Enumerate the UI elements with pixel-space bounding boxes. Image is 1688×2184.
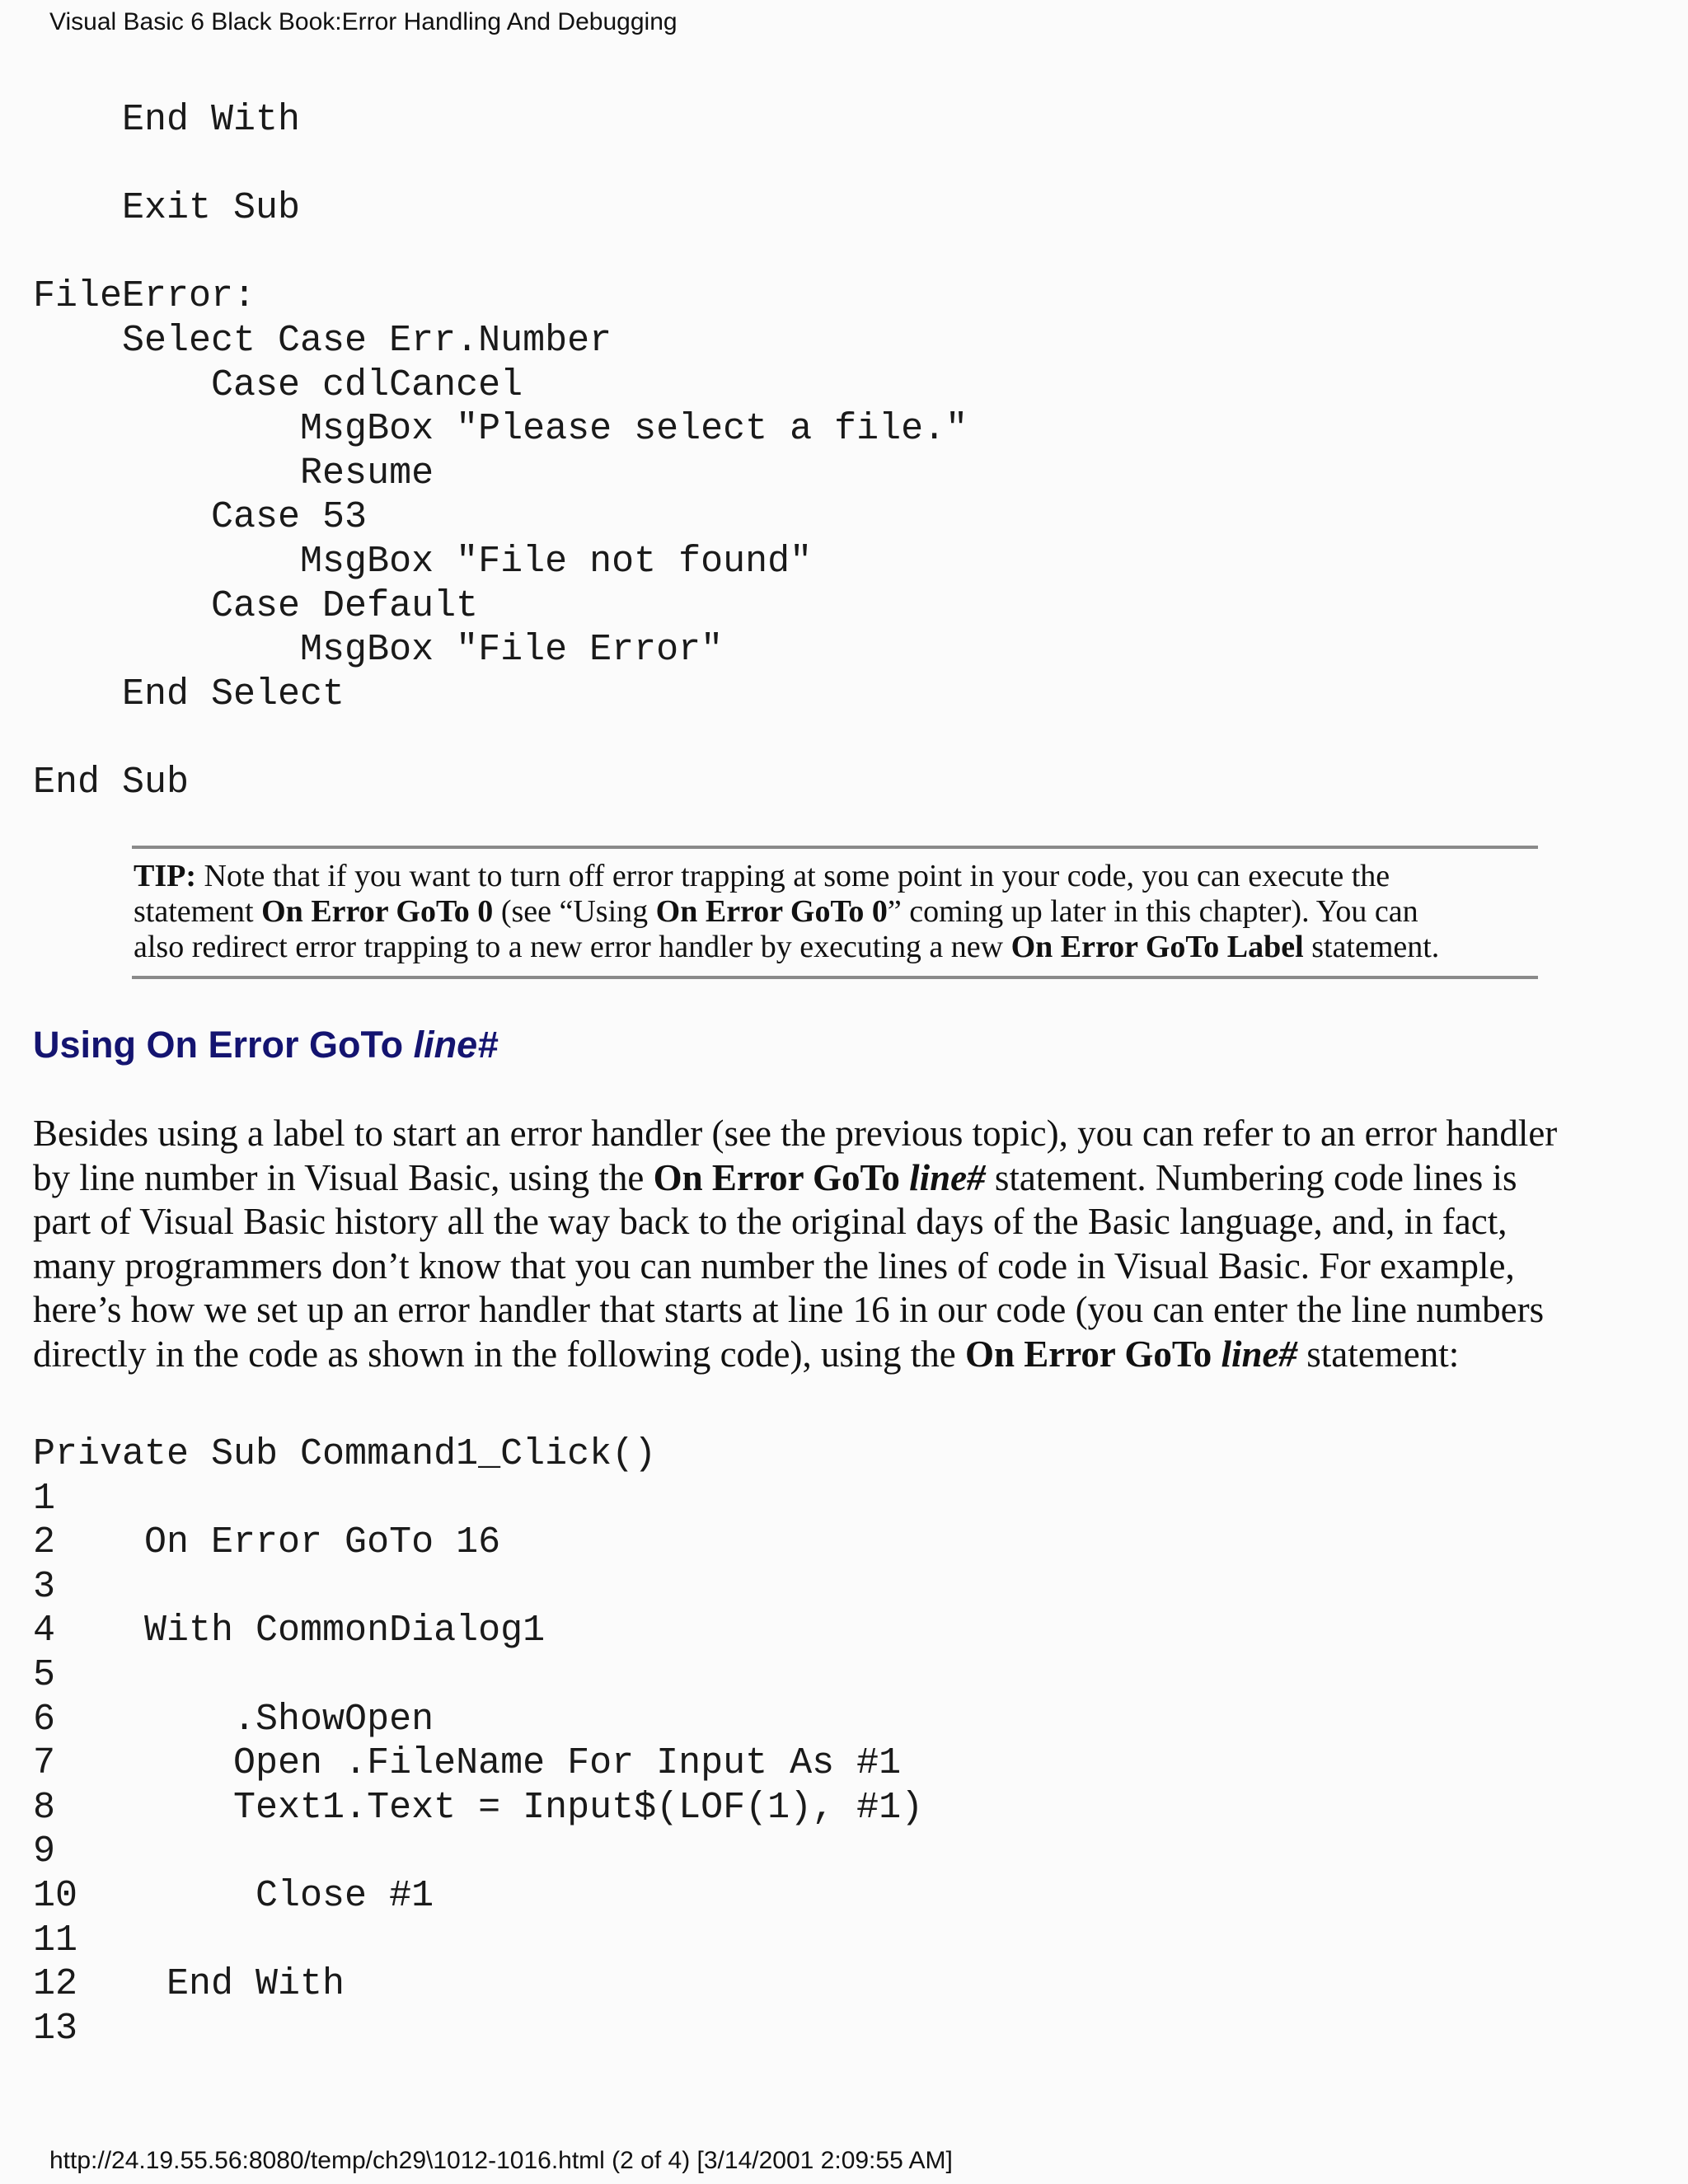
code-block-line-numbers (33, 1432, 923, 2050)
code-line: End Sub (33, 761, 190, 804)
code-line: 10 Close #1 (33, 1874, 434, 1917)
code-line: 3 (33, 1565, 56, 1608)
tip-line-2 (134, 894, 1538, 930)
paragraph-line (33, 1333, 1673, 1377)
code-line: End With (33, 99, 301, 141)
page-header: Visual Basic 6 Black Book:Error Handling And Debugging (49, 8, 678, 35)
code-line: Resume (33, 452, 434, 494)
page-footer-url: http://24.19.55.56:8080/temp/ch29\1012-1016.html (2 of 4) [3/14/2001 2:09:55 AM] (49, 2147, 953, 2174)
code-line: 1 (33, 1477, 56, 1520)
code-line (33, 231, 968, 275)
paragraph-text: directly in the code as shown in the following code), using the (33, 1333, 965, 1375)
code-line: 2 On Error GoTo 16 (33, 1521, 501, 1564)
code-line (33, 143, 968, 187)
heading-text: Using On Error GoTo (33, 1024, 414, 1066)
tip-text: Note that if you want to turn off error trapping at some point in your code, you can execute the (196, 859, 1390, 893)
paragraph-text: by line number in Visual Basic, using the (33, 1156, 654, 1198)
tip-line-3 (134, 930, 1538, 965)
code-line: 12 End With (33, 1963, 345, 2006)
code-line: Case Default (33, 584, 479, 627)
heading-italic: line# (413, 1024, 499, 1066)
paragraph-keyword (654, 1157, 986, 1198)
code-line: 8 Text1.Text = Input$(LOF(1), #1) (33, 1786, 924, 1829)
code-line: 6 .ShowOpen (33, 1698, 434, 1741)
code-line: FileError: (33, 275, 256, 318)
code-block-filerror (33, 98, 968, 805)
tip-keyword: On Error GoTo Label (1010, 930, 1304, 964)
code-line: End Select (33, 673, 345, 715)
tip-label: TIP: (134, 859, 196, 893)
paragraph-line: part of Visual Basic history all the way back to the original days of the Basic language, and, in fact, (33, 1201, 1507, 1243)
tip-text: (see “Using (493, 894, 656, 929)
code-line: Case 53 (33, 496, 368, 539)
tip-text: statement (134, 894, 262, 929)
paragraph-line: here’s how we set up an error handler that starts at line 16 in our code (you can enter the line numbers (33, 1289, 1545, 1331)
keyword-text: On Error GoTo (965, 1333, 1221, 1375)
code-line: Select Case Err.Number (33, 319, 612, 362)
paragraph-line: Besides using a label to start an error handler (see the previous topic), you can refer to an error handler (33, 1113, 1558, 1154)
body-paragraph (33, 1112, 1673, 1377)
code-line: 5 (33, 1653, 56, 1696)
section-heading (33, 1024, 498, 1066)
code-line: MsgBox "File not found" (33, 540, 813, 583)
tip-text: also redirect error trapping to a new error handler by executing a new (134, 930, 1011, 964)
tip-keyword: On Error GoTo 0 (655, 894, 888, 929)
code-line: 11 (33, 1919, 78, 1961)
paragraph-text: statement: (1297, 1333, 1460, 1375)
code-line: 9 (33, 1830, 56, 1873)
paragraph-text: statement. Numbering code lines is (985, 1156, 1517, 1198)
tip-keyword: On Error GoTo 0 (261, 894, 494, 929)
tip-text: ” coming up later in this chapter). You can (887, 894, 1418, 929)
tip-line-1 (134, 859, 1538, 894)
keyword-italic: line# (1221, 1333, 1297, 1375)
code-line: Private Sub Command1_Click() (33, 1433, 657, 1475)
code-line: 7 Open .FileName For Input As #1 (33, 1742, 902, 1785)
paragraph-keyword (965, 1333, 1297, 1375)
tip-text: statement. (1303, 930, 1440, 964)
keyword-italic: line# (909, 1156, 986, 1198)
code-line: MsgBox "Please select a file." (33, 408, 968, 451)
code-line (33, 716, 968, 761)
code-line: Case cdlCancel (33, 363, 523, 406)
code-line: MsgBox "File Error" (33, 629, 724, 672)
keyword-text: On Error GoTo (653, 1156, 910, 1198)
code-line: 13 (33, 2007, 78, 2050)
tip-box (132, 846, 1538, 979)
code-line: Exit Sub (33, 187, 301, 230)
paragraph-line: many programmers don’t know that you can number the lines of code in Visual Basic. For example, (33, 1244, 1515, 1286)
code-line: 4 With CommonDialog1 (33, 1610, 546, 1652)
paragraph-line (33, 1156, 1673, 1201)
